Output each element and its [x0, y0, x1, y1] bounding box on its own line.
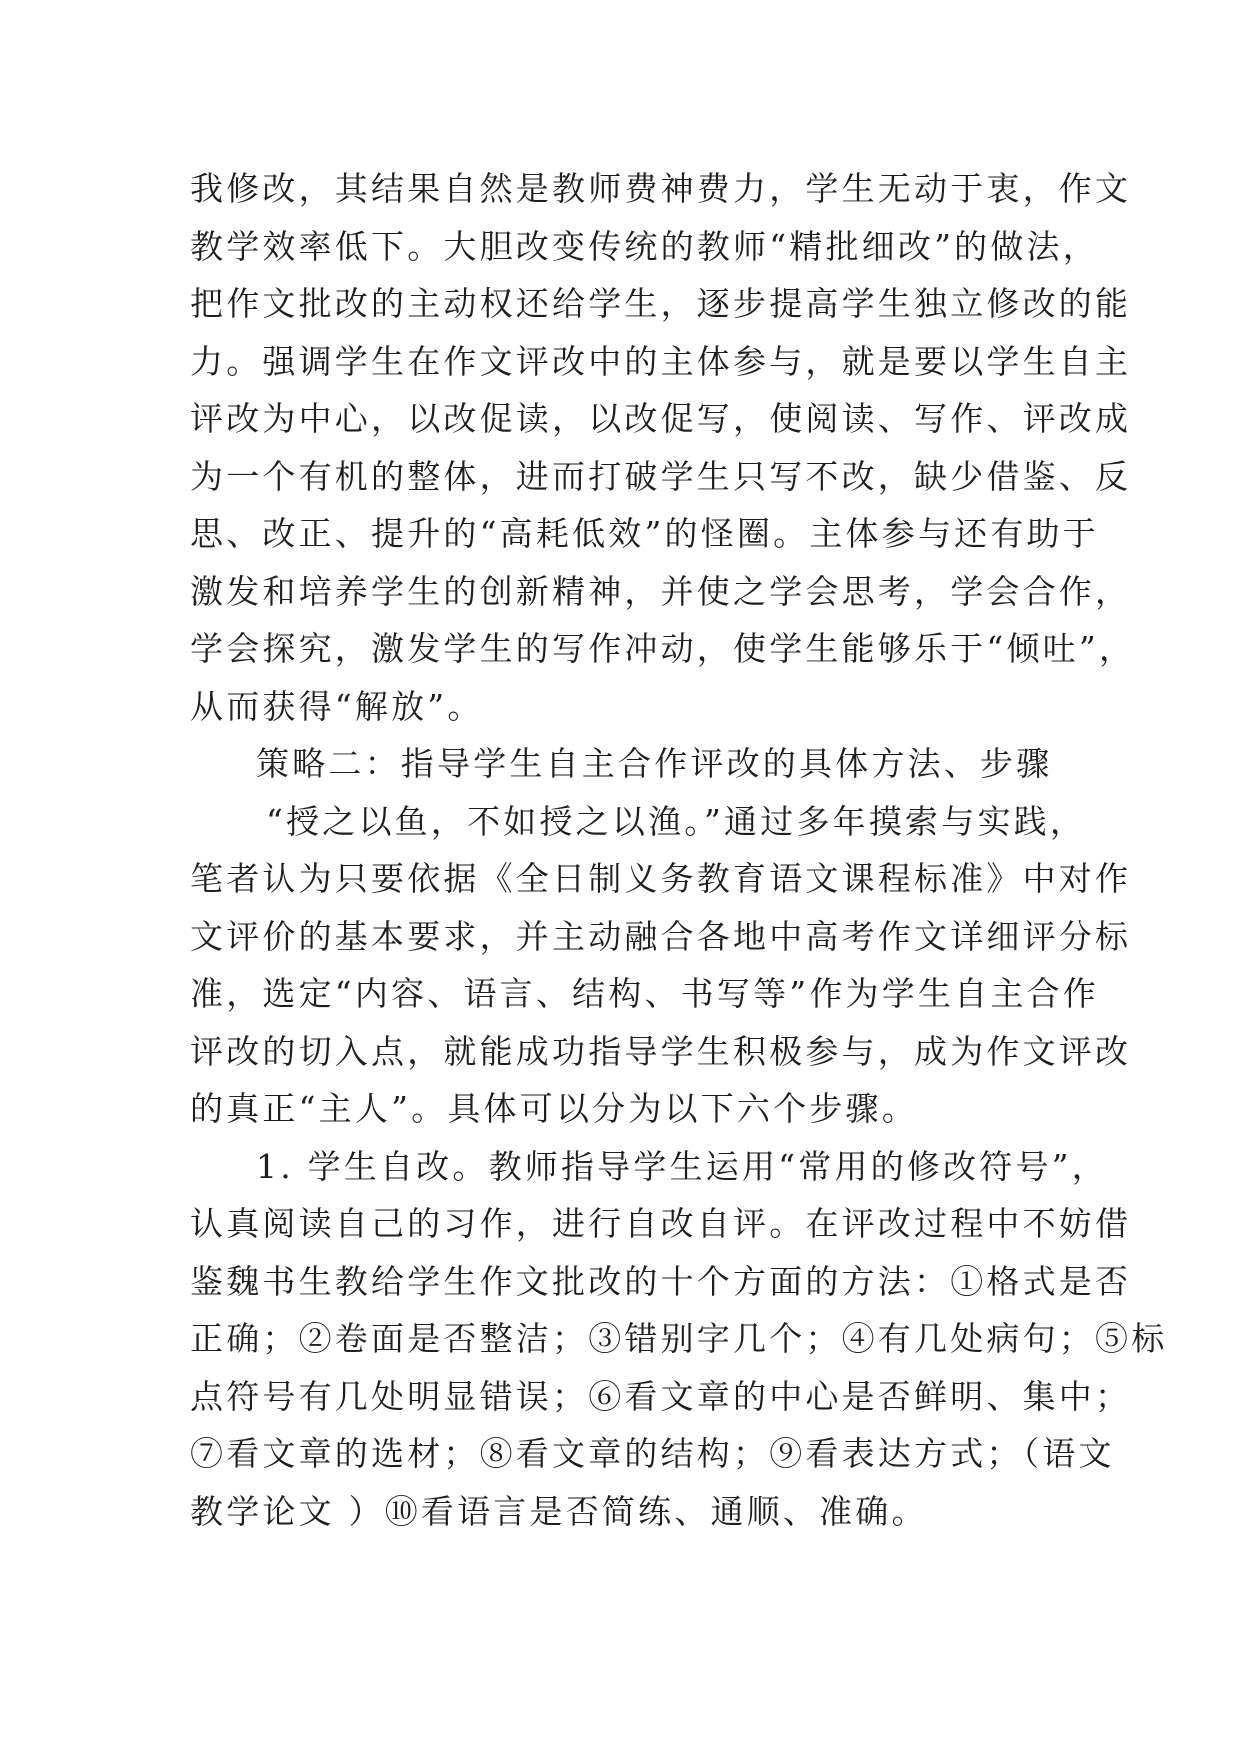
text-line: 准，选定“内容、语言、结构、书写等”作为学生自主合作: [190, 974, 1099, 1013]
text-line: 教学效率低下。大胆改变传统的教师“精批细改”的做法，: [190, 226, 1099, 266]
text-line: 学会探究，激发学生的写作冲动，使学生能够乐于“倾吐”，: [190, 629, 1136, 668]
text-line: 从而获得“解放”。: [190, 686, 484, 726]
text-line: 评改的切入点，就能成功指导学生积极参与，成为作文评改: [190, 1031, 1132, 1071]
text-line: 力。强调学生在作文评改中的主体参与，就是要以学生自主: [190, 341, 1132, 381]
text-line: 评改为中心，以改促读，以改促写，使阅读、写作、评改成: [190, 399, 1132, 438]
text-line: 认真阅读自己的习作，进行自改自评。在评改过程中不妨借: [190, 1204, 1132, 1243]
text-line: 点符号有几处明显错误；⑥看文章的中心是否鲜明、集中；: [190, 1376, 1132, 1416]
text-line: 教学论文 ）⑩看语言是否简练、通顺、准确。: [190, 1491, 928, 1531]
text-line: 正确；②卷面是否整洁；③错别字几个；④有几处病句；⑤标: [190, 1319, 1168, 1358]
text-line: “授之以鱼，不如授之以渔。”通过多年摸索与实践，: [266, 801, 1087, 841]
text-line: 思、改正、提升的“高耗低效”的怪圈。主体参与还有助于: [190, 514, 1099, 553]
text-line: ⑦看文章的选材；⑧看文章的结构；⑨看表达方式；（语文: [190, 1434, 1115, 1473]
text-line: 激发和培养学生的创新精神，并使之学会思考，学会合作，: [190, 571, 1132, 611]
text-line: 鉴魏书生教给学生作文批改的十个方面的方法：①格式是否: [190, 1261, 1132, 1301]
section-heading: 策略二：指导学生自主合作评改的具体方法、步骤: [256, 744, 1053, 783]
numbered-step: 1. 学生自改。教师指导学生运用“常用的修改符号”，: [256, 1146, 1108, 1186]
text-line: 为一个有机的整体，进而打破学生只写不改，缺少借鉴、反: [190, 456, 1132, 496]
text-line: 我修改，其结果自然是教师费神费力，学生无动于衷，作文: [190, 169, 1132, 208]
text-line: 文评价的基本要求，并主动融合各地中高考作文详细评分标: [190, 916, 1132, 956]
text-line: 把作文批改的主动权还给学生，逐步提高学生独立修改的能: [190, 284, 1132, 323]
text-line: 的真正“主人”。具体可以分为以下六个步骤。: [190, 1089, 918, 1128]
text-line: 笔者认为只要依据《全日制义务教育语文课程标准》中对作: [190, 859, 1132, 898]
body-text: [190, 160, 1168, 1540]
